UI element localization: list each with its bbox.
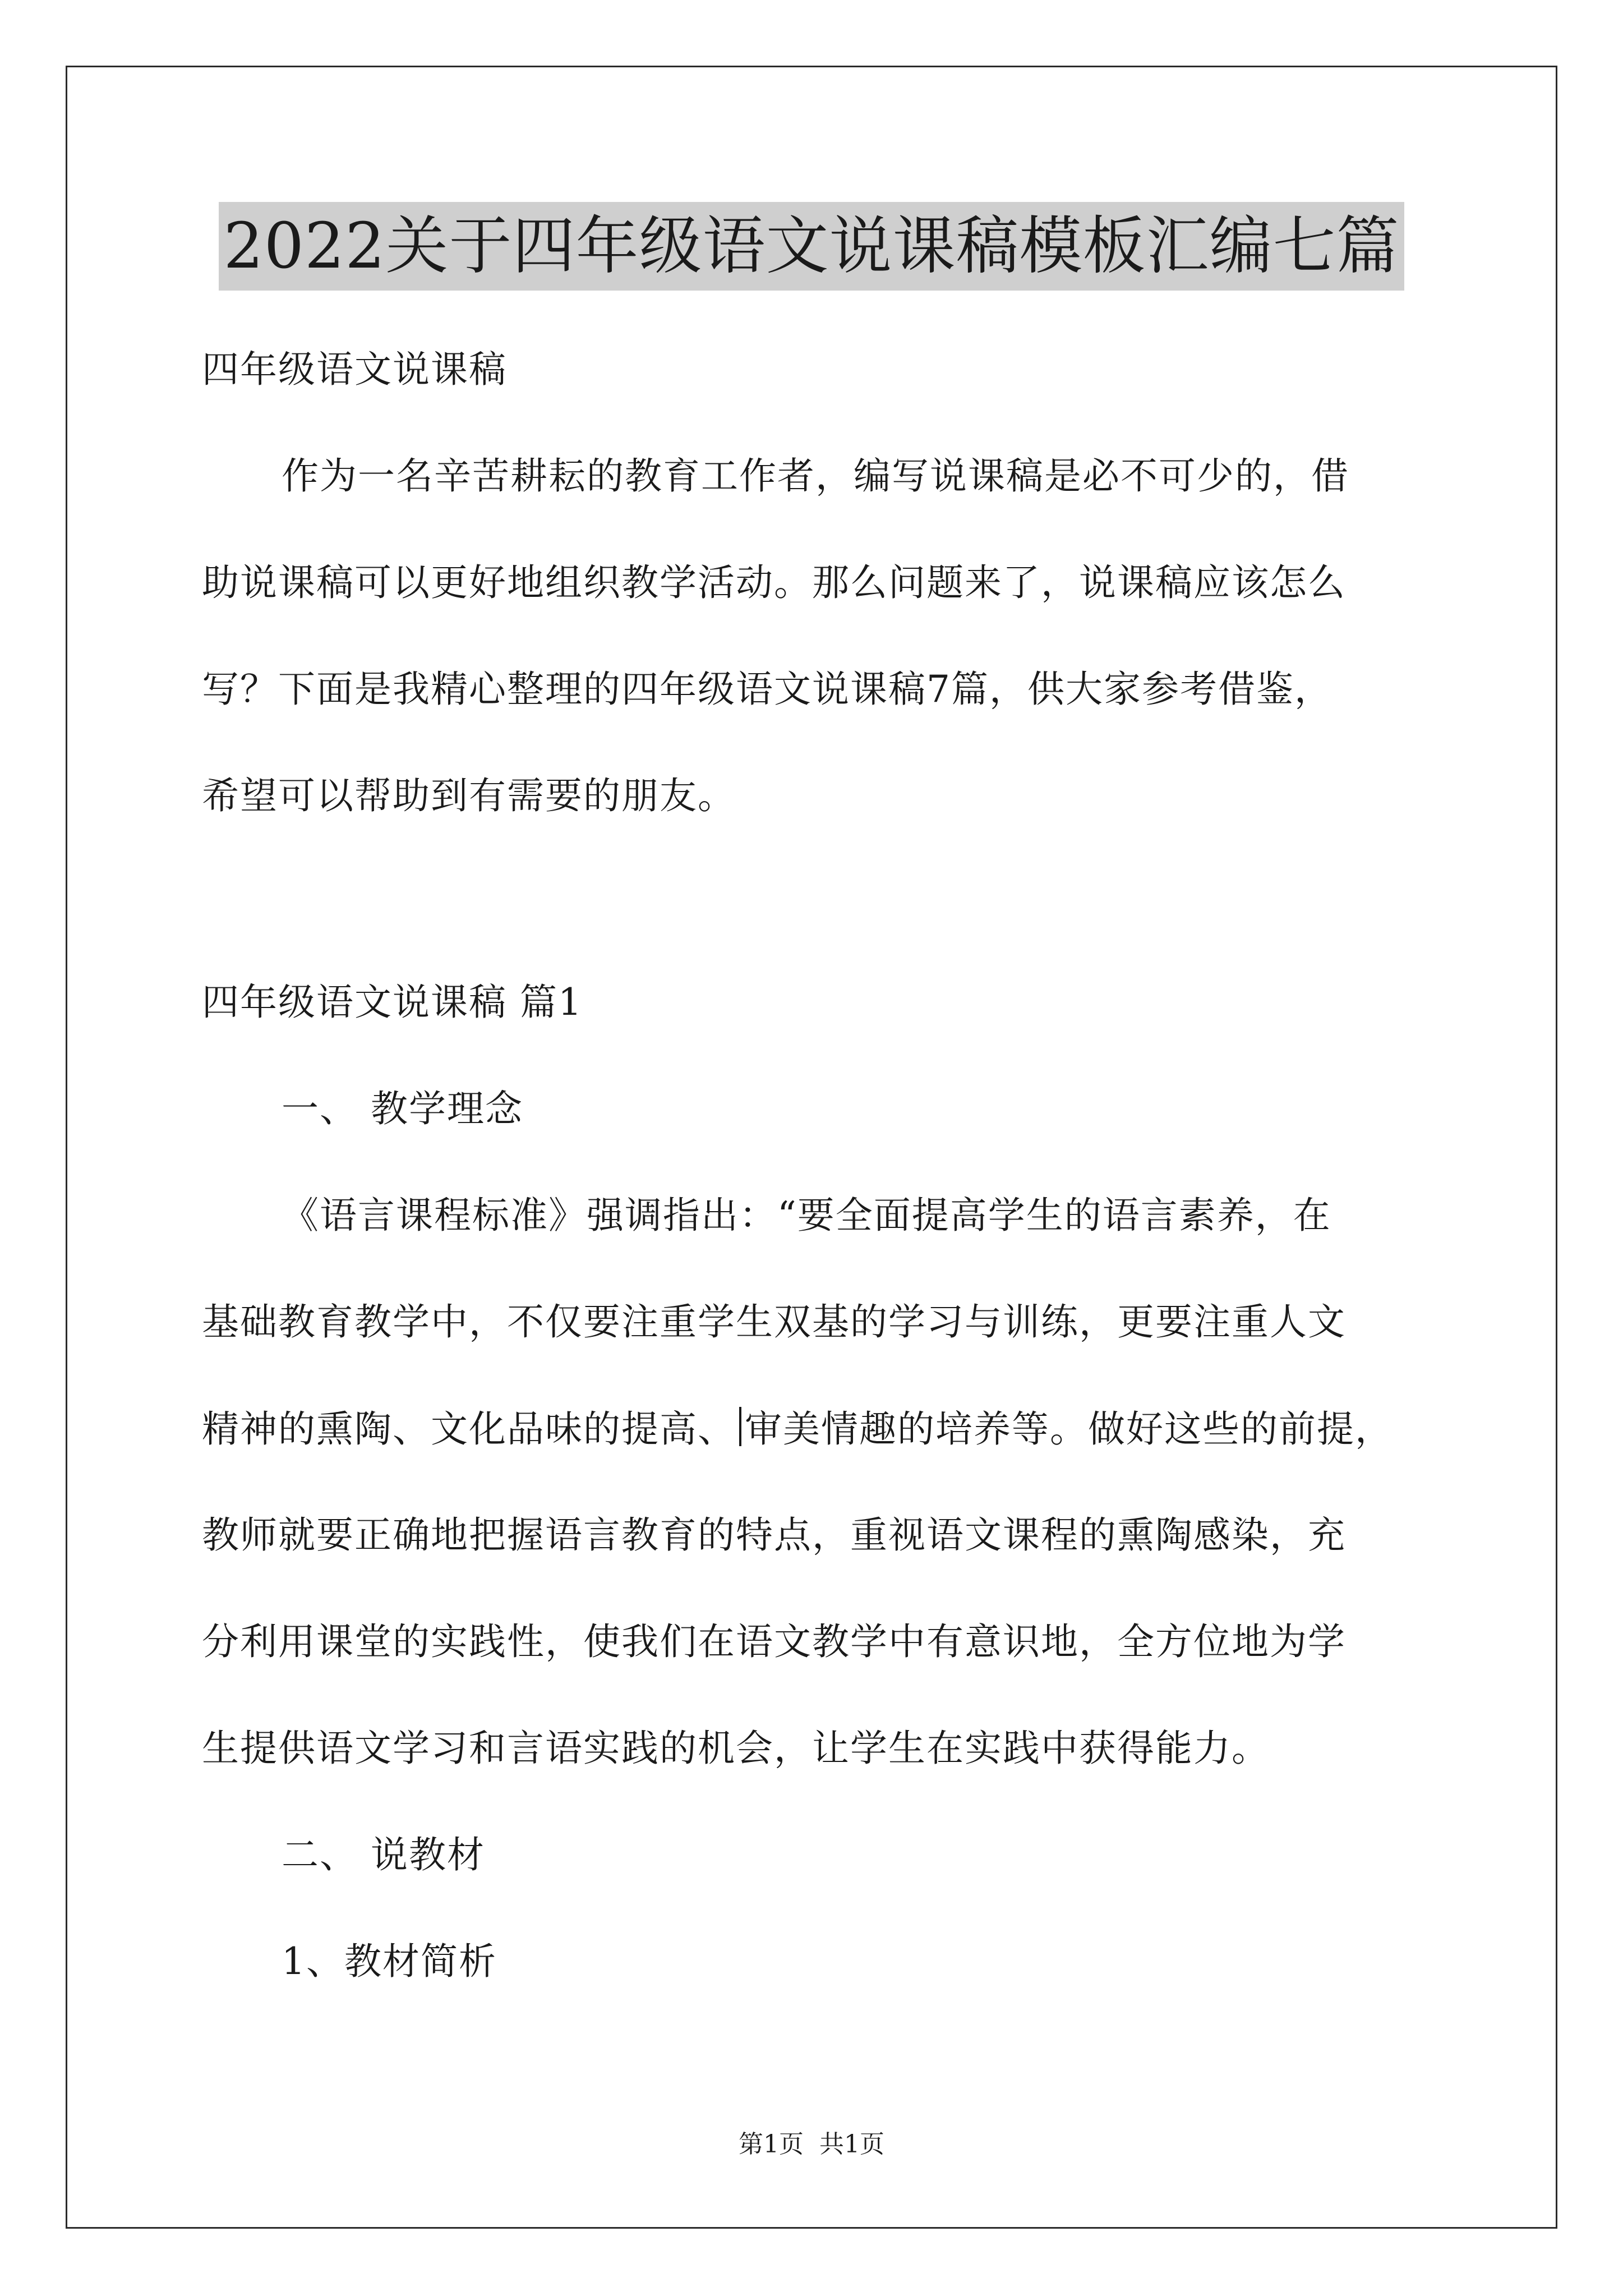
paragraph-line: 教师就要正确地把握语言教育的特点，重视语文课程的熏陶感染，充 [202, 1513, 1346, 1557]
paragraph-line: 希望可以帮助到有需要的朋友。 [202, 774, 736, 817]
paragraph-line: 写？下面是我精心整理的四年级语文说课稿7篇，供大家参考借鉴， [202, 668, 1332, 711]
paragraph-line: 生提供语文学习和言语实践的机会，让学生在实践中获得能力。 [202, 1727, 1270, 1770]
paragraph-line [202, 1407, 1424, 1451]
text-cursor [739, 1407, 741, 1446]
paragraph-segment: 审美情趣的培养等。做好这些的前提， [745, 1407, 1393, 1451]
part2-heading: 二、 说教材 [282, 1833, 485, 1876]
document-title: 2022关于四年级语文说课稿模板汇编七篇 [219, 202, 1404, 291]
part2-subheading: 1、教材简析 [282, 1940, 497, 1983]
paragraph-segment: 精神的熏陶、文化品味的提高、 [202, 1407, 736, 1451]
paragraph-line: 助说课稿可以更好地组织教学活动。那么问题来了，说课稿应该怎么 [202, 561, 1346, 604]
page-total: 共1页 [819, 2130, 884, 2159]
section-heading: 四年级语文说课稿 篇1 [202, 981, 583, 1024]
intro-heading: 四年级语文说课稿 [202, 348, 507, 391]
paragraph-line: 基础教育教学中，不仅要注重学生双基的学习与训练，更要注重人文 [202, 1300, 1346, 1343]
paragraph-line: 分利用课堂的实践性，使我们在语文教学中有意识地，全方位地为学 [202, 1620, 1346, 1663]
title-container [0, 202, 1623, 291]
paragraph-line: 《语言课程标准》强调指出：“要全面提高学生的语言素养，在 [282, 1194, 1331, 1237]
page-number: 第1页 [739, 2130, 804, 2159]
paragraph-line: 作为一名辛苦耕耘的教育工作者，编写说课稿是必不可少的，借 [282, 454, 1349, 498]
part1-heading: 一、 教学理念 [282, 1087, 523, 1130]
document-body [202, 348, 1424, 1984]
page-footer [0, 2129, 1623, 2160]
